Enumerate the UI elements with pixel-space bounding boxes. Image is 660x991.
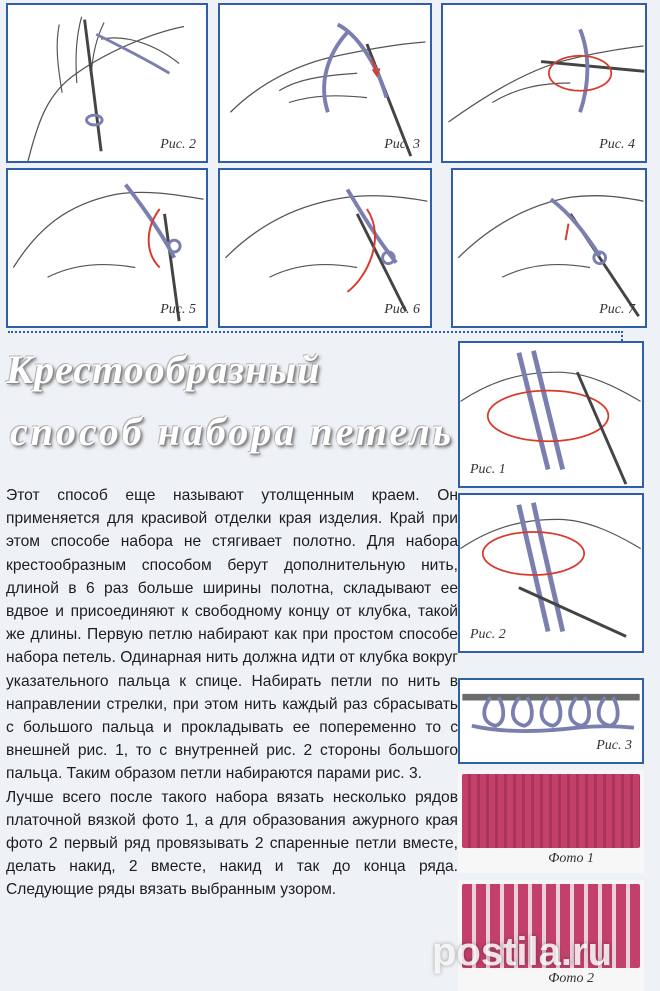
figure-caption: Рис. 4 [599, 137, 635, 152]
figure-caption: Рис. 2 [160, 137, 196, 152]
figure-fig7-middle [451, 168, 647, 328]
photo-caption: Фото 2 [548, 971, 594, 986]
figure-caption: Рис. 6 [384, 302, 420, 317]
dotted-divider [8, 331, 620, 333]
figure-caption: Рис. 1 [470, 462, 506, 477]
figure-fig2-top [6, 3, 208, 163]
figure-caption: Рис. 2 [470, 627, 506, 642]
figure-fig2-right [458, 493, 644, 653]
instructions-text [6, 484, 458, 902]
section-title-line1: Крестообразный [6, 347, 321, 392]
paragraph: Лучше всего после такого набора вязать несколько рядов платочной вязкой фото 1, а для образования ажурного края фото 2 первый ряд провязывать 2 спаренные петли вместе, делать накид, 2 вместе, накид и так до конца ряда. Следующие ряды вязать выбранным узором. [6, 788, 458, 899]
paragraph: Этот способ еще называют утолщенным краем. Он применяется для красивой отделки края изделия. Край при этом способе набора не стягивает полотно. Для набора крестообразным способом берут дополнительную нить, длиной в 6 раз больше ширины полотна, складывают ее вдвое и присоединяют к свободному концу от клубка, такой же длины. Первую петлю набирают как при простом способе набора петель. Одинарная нить должна идти от клубка вокруг указательного пальца к спице. Набирать петли по нить в направлении стрелки, при этом нить каждый раз сбрасывать с большого пальца и прокладывать ее попеременно то с внешней рис. 1, то с внутренней рис. 2 стороны большого пальца. Таким образом петли набираются парами рис. 3. [6, 487, 458, 783]
photo-1 [458, 770, 644, 873]
figure-fig5-middle [6, 168, 208, 328]
section-title-line2: способ набора петель [10, 409, 454, 454]
figure-fig1-right [458, 341, 644, 488]
figure-fig4-top [441, 3, 647, 163]
watermark: postila.ru [432, 930, 613, 974]
photo-caption: Фото 1 [548, 851, 594, 866]
figure-caption: Рис. 5 [160, 302, 196, 317]
figure-fig3-right [458, 678, 644, 764]
knitted-swatch [462, 774, 640, 848]
figure-fig6-middle [218, 168, 432, 328]
figure-caption: Рис. 3 [384, 137, 420, 152]
figure-caption: Рис. 3 [596, 738, 632, 753]
figure-caption: Рис. 7 [599, 302, 635, 317]
figure-fig3-top [218, 3, 432, 163]
